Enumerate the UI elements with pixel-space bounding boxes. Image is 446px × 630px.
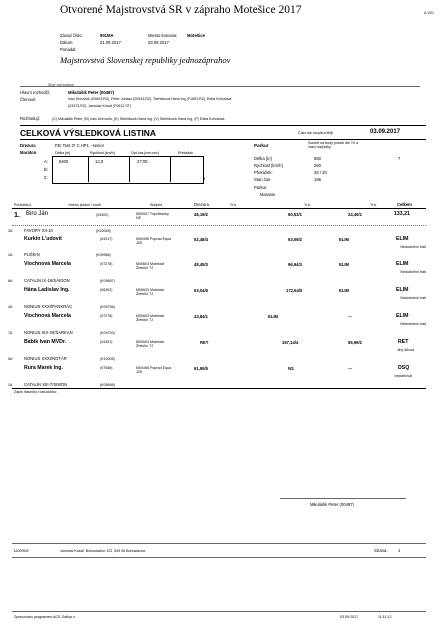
entry-horse: CATALIN XIII-7/SIMON xyxy=(24,382,68,387)
entry-dressage: 48,19/2 xyxy=(194,212,208,217)
header-rule xyxy=(12,208,426,209)
entry-prefix: 3A xyxy=(8,229,13,233)
col-name: Jméno jezdce / koně xyxy=(68,203,101,207)
entry-subject-2: JZK xyxy=(136,241,143,245)
date-to: 03.09.2017 xyxy=(148,40,169,45)
entry-rank: 1. xyxy=(14,210,20,219)
footer-time: 11:11:12 xyxy=(378,615,392,619)
entry-rider-id: (04351) xyxy=(100,340,113,344)
page-number: 1 xyxy=(398,548,401,553)
entry-dressage: 61,95/5 xyxy=(194,366,208,371)
col-obstacles: Překážek xyxy=(178,151,193,155)
parkur-speed-label: Rychlost [km/h] xyxy=(254,163,283,168)
entry-note: Jiný důvod xyxy=(396,348,414,352)
entry-total: ELIM xyxy=(396,261,409,267)
row-b-label: B: xyxy=(44,167,48,172)
marathon-label: Maraton xyxy=(20,150,37,155)
entry-subject-2: Žrebčín TJ xyxy=(136,318,154,322)
date-label: Dátum: xyxy=(60,40,74,45)
entry-subject-1: M00603 Motešice xyxy=(136,288,165,292)
entry-rider: Babik Ivan MVDr. xyxy=(24,339,67,345)
col-total: Celkem xyxy=(397,202,412,207)
place: Motešice xyxy=(187,33,205,38)
parkur-length-label: Délka [m] xyxy=(254,156,272,161)
entry-subject-1: M00007 Topoľčianky xyxy=(136,212,169,216)
entry-rider: Viochnová Marcela xyxy=(24,261,71,267)
parkur-note-2: času rozjížďky xyxy=(308,145,331,149)
entry-dressage: 43,84/1 xyxy=(194,314,208,319)
col-tr-2: Tr.b. xyxy=(304,203,312,207)
entry-rider: Kurkin L'udovít xyxy=(24,236,62,242)
parkur-time: 156 xyxy=(314,177,321,182)
parkur-note-1: Součet na body pořadí die Tři a xyxy=(308,141,359,145)
entry-total: DSQ xyxy=(398,365,410,371)
entry-rider: Biro Ján xyxy=(26,211,49,217)
entry-horse-id: (K10005) xyxy=(100,357,115,361)
entry-total: 133,21 xyxy=(394,211,410,217)
license-label: Licence: xyxy=(14,548,30,553)
entry-total: ELIM xyxy=(396,287,409,293)
entry-prefix: 4A xyxy=(8,305,13,309)
entry-horse-id: (K09756) xyxy=(100,305,115,309)
entry-horse-id: (K09698) xyxy=(100,383,115,387)
col-rank: Pořadí/id.č. xyxy=(14,203,33,207)
entry-marathon: 60,53/1 xyxy=(288,212,302,217)
entry-subject-1: M00603 Motešice xyxy=(136,314,165,318)
results-date: 03.09.2017 xyxy=(370,129,401,135)
entry-prefix: 5A xyxy=(8,357,13,361)
event-no-label: Závod číslo: xyxy=(60,33,83,38)
a-time: 27:00 xyxy=(137,159,148,164)
row-total-label: Σ: xyxy=(44,175,48,180)
parkur-length: 650 xyxy=(314,156,321,161)
entry-horse: FAVORY XII-10 xyxy=(24,228,53,233)
parkur-obstacles: 26 / 20 xyxy=(314,170,327,175)
page-label: Strana: xyxy=(374,548,388,553)
referees-label: Rozhodují: xyxy=(20,116,41,121)
entry-total: ELIM xyxy=(396,236,409,242)
col-parkur: Parkur xyxy=(254,185,267,190)
entry-parkur: ELIM xyxy=(339,262,350,267)
entry-rider-id: (06392) xyxy=(100,288,113,292)
entry-rider-id: (04317) xyxy=(100,237,113,241)
col-opt-time: Opt.čas [min:sec] xyxy=(131,151,159,155)
entry-note: Nedodržení trati xyxy=(400,270,426,274)
license-holder: Jaroslav Kosář, Bohuslavice 123, 549 06 Bohuslavice xyxy=(60,549,146,553)
entry-horse: PUŠKIN xyxy=(24,252,40,257)
results-heading: CELKOVÁ VÝSLEDKOVÁ LISTINA xyxy=(20,128,156,138)
entry-rider-id: (07278) xyxy=(100,262,113,266)
entry-horse-id: (K09697) xyxy=(100,279,115,283)
entry-subject-1: M00496 Poprad Equa xyxy=(136,237,171,241)
entry-parkur: 55,99/2 xyxy=(348,340,362,345)
entry-parkur: ELIM xyxy=(339,237,350,242)
entry-subject-2: NŽ xyxy=(136,216,141,220)
entry-horse: CATALIN IX-16/SAIGON xyxy=(24,278,70,283)
entry-horse: NONIUS XIX-20/ŠARKAN xyxy=(24,330,73,335)
entry-prefix: 7A xyxy=(8,331,13,335)
col-dressage: Drezura xyxy=(194,202,209,207)
heading-bottom-rule xyxy=(20,139,426,140)
members-label: Členové: xyxy=(20,97,37,102)
entry-rider: Rura Marek Ing. xyxy=(24,365,63,371)
signature-name: Mikulášik Peter (00497) xyxy=(310,502,354,507)
entry-dressage: 52,48/4 xyxy=(194,237,208,242)
entry-horse: NONIUS XXXI/PANKRÁC xyxy=(24,304,73,309)
entry-rider: Hána Ladislav Ing. xyxy=(24,287,70,293)
entry-note: Nedodržení trati xyxy=(400,245,426,249)
entry-subject-2: Žrebčín TJ xyxy=(136,266,154,270)
date-from: 01.09.2017 xyxy=(100,40,121,45)
col-speed: Rychlost [km/h] xyxy=(90,151,115,155)
entry-subject-2: Žrebčín TJ xyxy=(136,344,154,348)
referees: (C) Mikulášik Peter, (B) Ivan Uhrovčík, (E) Stehlíková Hana Ing, (V) Stehlíková Hana Ing, (P) Edita Kohútová xyxy=(52,117,225,121)
committee-label: Sbor rozhodcích xyxy=(48,83,75,87)
entry-prefix: 2A xyxy=(8,253,13,257)
col-length: Délka [m] xyxy=(55,151,71,155)
col-subject: Subjekt xyxy=(150,203,162,207)
members-line-2: (03373,RZ), Jaroslav Kosář (F0612,ST) xyxy=(68,104,132,108)
dressage-label: Drezura xyxy=(20,143,36,148)
document-code: A-V01 xyxy=(424,11,434,15)
signature-line xyxy=(280,498,406,499)
entry-note: Nedodržení trati xyxy=(400,322,426,326)
entry-parkur: --- xyxy=(348,366,353,371)
entry-marathon: 63,09/2 xyxy=(288,237,302,242)
parkur-extra: 7 xyxy=(398,156,401,161)
footer-processed: Zpracováno programem ACE-Gallop v. xyxy=(14,615,76,619)
row-a-label: A: xyxy=(44,159,48,164)
footer-date: 03.09.2017 xyxy=(340,615,358,619)
entry-dressage: 48,45/3 xyxy=(194,262,208,267)
entry-marathon: ELIM xyxy=(268,314,279,319)
marathon-params-box xyxy=(52,156,204,184)
entry-subject-2: Žrebčín TJ xyxy=(136,292,154,296)
entry-subject-1: M00603 Motešice xyxy=(136,340,165,344)
entry-prefix: 6A xyxy=(8,279,13,283)
entry-marathon: 157,14/4 xyxy=(282,340,299,345)
event-no: 901MA xyxy=(100,33,114,38)
entry-marathon: 96,94/3 xyxy=(288,262,302,267)
entry-rider-id: (07278) xyxy=(100,314,113,318)
entry-total: ELIM xyxy=(396,313,409,319)
members-line-1: Ivan Uhrovčík (00602,RZ), Peter Juhász (00943,RZ), Stehlíková Hana Ing (F1893,RZ), Edita Kohútová xyxy=(68,97,232,101)
parkur-time-label: Stan.čas xyxy=(254,177,271,182)
entry-subject-1: M00603 Motešice xyxy=(136,262,165,266)
a-length: 5400 xyxy=(59,159,69,164)
entry-rider-id: (03402) xyxy=(96,213,109,217)
entry-horse-id: (K09966) xyxy=(96,253,111,257)
entry-horse: NONIUS XXXI/NOTÁR xyxy=(24,356,67,361)
chief-judge-label: Hlavní rozhodčí: xyxy=(20,90,51,95)
col-tr-1: Tr.b. xyxy=(230,203,238,207)
entry-parkur: 24,49/1 xyxy=(348,212,362,217)
entry-prefix: 1A xyxy=(8,383,13,387)
document-title: Otvorené Majstrovstvá SR v zápraho Motešice 2017 xyxy=(60,4,302,16)
entry-note: Nedodržení trati xyxy=(400,296,426,300)
chief-judge-note-label: Zápis hlavního rozhodčího: xyxy=(14,390,58,394)
place-label: Miesto konania: xyxy=(148,33,178,38)
organizer-label: Poriadal: xyxy=(60,47,77,52)
document-subtitle: Majstrovstvá Slovenskej republiky jednozáprahov xyxy=(60,55,231,65)
col-marathon: Maraton xyxy=(260,192,276,197)
committee-divider xyxy=(20,86,420,87)
entry-parkur: --- xyxy=(348,314,353,319)
parkur-obstacles-label: Překážek: xyxy=(254,170,273,175)
col-tr-3: Tr.b. xyxy=(370,203,378,207)
entry-rider: Viochnová Marcela xyxy=(24,313,71,319)
table-bottom-rule xyxy=(12,388,426,389)
entry-total: RET xyxy=(398,339,409,345)
entry-marathon: 172,64/5 xyxy=(286,288,303,293)
entry-horse-id: (K09753) xyxy=(100,331,115,335)
dressage-test: FEI Test 3* C HP1 - senior xyxy=(55,143,105,148)
chief-judge: Mikulášik Peter (00497) xyxy=(68,90,115,95)
entry-subject-1: M00496 Poprad Equa xyxy=(136,366,171,370)
entry-subject-2: JZK xyxy=(136,370,143,374)
parkur-label: Parkur xyxy=(254,143,269,148)
entry-parkur: ELIM xyxy=(339,288,350,293)
entry-dressage: 63,04/6 xyxy=(194,288,208,293)
parkur-speed: 250 xyxy=(314,163,321,168)
a-speed: 12,0 xyxy=(95,159,104,164)
entry-rider-id: (07558) xyxy=(100,366,113,370)
heading-top-rule xyxy=(20,125,426,126)
prize-label: Číslo die rozpisu:04@ xyxy=(298,131,334,135)
entry-dressage: RET xyxy=(200,340,209,345)
entry-marathon: NS xyxy=(288,366,294,371)
entry-note: nestartoval xyxy=(394,374,412,378)
obstacle-count: 5 xyxy=(203,176,206,181)
entry-horse-id: (K10045) xyxy=(96,229,111,233)
